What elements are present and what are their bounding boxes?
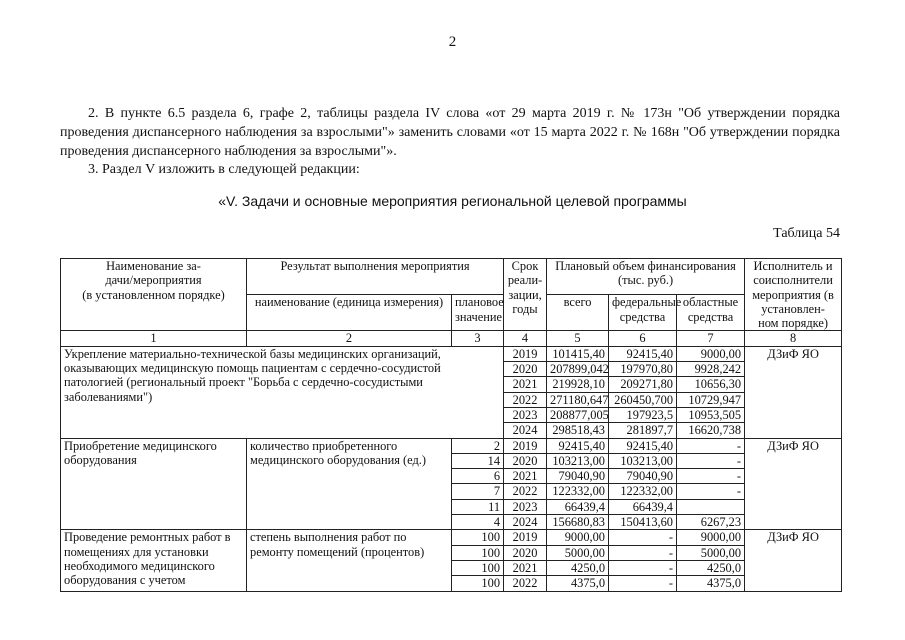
federal-cell: 260450,700: [609, 392, 677, 407]
plan-value-cell: 100: [452, 576, 504, 591]
year-cell: 2022: [504, 576, 547, 591]
total-cell: 66439,4: [547, 499, 609, 514]
federal-cell: 66439,4: [609, 499, 677, 514]
total-cell: 5000,00: [547, 545, 609, 560]
federal-cell: 92415,40: [609, 346, 677, 361]
federal-cell: 92415,40: [609, 438, 677, 453]
task-cell: Приобретение медицинского оборудования: [61, 438, 247, 530]
paragraph-2-text: 2. В пункте 6.5 раздела 6, графе 2, таблицы раздела IV слова «от 29 марта 2019 г. № 173н "Об утверждении порядка проведения диспансерного наблюдения за взрослыми"» заменить словами «от 15 марта 2022 г. № 168н "Об утверждении порядка проведения диспансерного наблюдения за взрослыми"».: [60, 106, 840, 159]
executor-cell: ДЗиФ ЯО: [745, 346, 842, 438]
header-funding: Плановый объем финансирования (тыс. руб.): [547, 259, 745, 295]
federal-cell: -: [609, 545, 677, 560]
total-cell: 101415,40: [547, 346, 609, 361]
program-table: [60, 258, 842, 592]
plan-value-cell: 6: [452, 469, 504, 484]
total-cell: 207899,042: [547, 362, 609, 377]
federal-cell: -: [609, 530, 677, 545]
federal-cell: -: [609, 560, 677, 575]
regional-cell: 10656,30: [677, 377, 745, 392]
year-cell: 2020: [504, 453, 547, 468]
year-cell: 2022: [504, 392, 547, 407]
table-row: [61, 346, 842, 361]
result-name-cell: количество приобретенного медицинского оборудования (ед.): [247, 438, 452, 530]
regional-cell: 10953,505: [677, 407, 745, 422]
year-cell: 2019: [504, 346, 547, 361]
plan-value-cell: 7: [452, 484, 504, 499]
regional-cell: 6267,23: [677, 515, 745, 530]
executor-cell: ДЗиФ ЯО: [745, 438, 842, 530]
regional-cell: -: [677, 484, 745, 499]
year-cell: 2023: [504, 407, 547, 422]
total-cell: 103213,00: [547, 453, 609, 468]
federal-cell: 79040,90: [609, 469, 677, 484]
column-number-row: [61, 331, 842, 346]
task-cell: Проведение ремонтных работ в помещениях для установки необходимого медицинского оборудования с учетом: [61, 530, 247, 591]
total-cell: 4375,0: [547, 576, 609, 591]
result-name-cell: степень выполнения работ по ремонту помещений (процентов): [247, 530, 452, 591]
regional-cell: [677, 499, 745, 514]
header-task: Наименование за- дачи/мероприятия (в установленном порядке): [61, 259, 247, 331]
section-heading: «V. Задачи и основные мероприятия региональной целевой программы: [218, 193, 687, 209]
regional-cell: 4250,0: [677, 560, 745, 575]
federal-cell: 150413,60: [609, 515, 677, 530]
column-number: 2: [247, 331, 452, 346]
regional-cell: 9000,00: [677, 530, 745, 545]
year-cell: 2019: [504, 438, 547, 453]
header-result: Результат выполнения мероприятия: [247, 259, 504, 295]
header-term: Срок реали- зации, годы: [504, 259, 547, 331]
regional-cell: 16620,738: [677, 423, 745, 438]
plan-value-cell: 14: [452, 453, 504, 468]
total-cell: 208877,005: [547, 407, 609, 422]
federal-cell: 122332,00: [609, 484, 677, 499]
column-number: 8: [745, 331, 842, 346]
federal-cell: 197923,5: [609, 407, 677, 422]
federal-cell: 209271,80: [609, 377, 677, 392]
total-cell: 156680,83: [547, 515, 609, 530]
year-cell: 2020: [504, 545, 547, 560]
year-cell: 2021: [504, 560, 547, 575]
column-number: 6: [609, 331, 677, 346]
plan-value-cell: 11: [452, 499, 504, 514]
table-label: Таблица 54: [773, 226, 840, 241]
table-row: [61, 438, 842, 453]
table-row: [61, 530, 842, 545]
header-total: всего: [547, 295, 609, 331]
year-cell: 2024: [504, 515, 547, 530]
header-executor: Исполнитель и соисполнители мероприятия (в установлен- ном порядке): [745, 259, 842, 331]
regional-cell: 9000,00: [677, 346, 745, 361]
year-cell: 2022: [504, 484, 547, 499]
paragraph-2: [60, 104, 840, 161]
executor-cell: ДЗиФ ЯО: [745, 530, 842, 591]
federal-cell: -: [609, 576, 677, 591]
column-number: 4: [504, 331, 547, 346]
plan-value-cell: 100: [452, 545, 504, 560]
year-cell: 2021: [504, 377, 547, 392]
federal-cell: 103213,00: [609, 453, 677, 468]
total-cell: 219928,10: [547, 377, 609, 392]
paragraph-3: 3. Раздел V изложить в следующей редакции:: [88, 162, 360, 177]
regional-cell: 10729,947: [677, 392, 745, 407]
total-cell: 298518,43: [547, 423, 609, 438]
header-federal: федеральные средства: [609, 295, 677, 331]
task-cell: Укрепление материально-технической базы медицинских организаций, оказывающих медицинскую помощь пациентам с сердечно-сосудистой патологией (региональный проект "Борьба с сердечно-сосудистыми заболеваниями"): [61, 346, 504, 438]
regional-cell: -: [677, 438, 745, 453]
plan-value-cell: 100: [452, 530, 504, 545]
total-cell: 271180,647: [547, 392, 609, 407]
header-row-1: [61, 259, 842, 295]
page-number: 2: [448, 34, 457, 50]
header-regional: областные средства: [677, 295, 745, 331]
plan-value-cell: 2: [452, 438, 504, 453]
year-cell: 2021: [504, 469, 547, 484]
year-cell: 2020: [504, 362, 547, 377]
total-cell: 9000,00: [547, 530, 609, 545]
year-cell: 2024: [504, 423, 547, 438]
regional-cell: 5000,00: [677, 545, 745, 560]
total-cell: 122332,00: [547, 484, 609, 499]
column-number: 3: [452, 331, 504, 346]
regional-cell: 9928,242: [677, 362, 745, 377]
total-cell: 79040,90: [547, 469, 609, 484]
plan-value-cell: 4: [452, 515, 504, 530]
regional-cell: -: [677, 469, 745, 484]
column-number: 5: [547, 331, 609, 346]
regional-cell: -: [677, 453, 745, 468]
column-number: 7: [677, 331, 745, 346]
total-cell: 92415,40: [547, 438, 609, 453]
year-cell: 2023: [504, 499, 547, 514]
regional-cell: 4375,0: [677, 576, 745, 591]
header-result-name: наименование (единица измерения): [247, 295, 452, 331]
federal-cell: 197970,80: [609, 362, 677, 377]
total-cell: 4250,0: [547, 560, 609, 575]
federal-cell: 281897,7: [609, 423, 677, 438]
plan-value-cell: 100: [452, 560, 504, 575]
year-cell: 2019: [504, 530, 547, 545]
column-number: 1: [61, 331, 247, 346]
header-result-plan: плановое значение: [452, 295, 504, 331]
